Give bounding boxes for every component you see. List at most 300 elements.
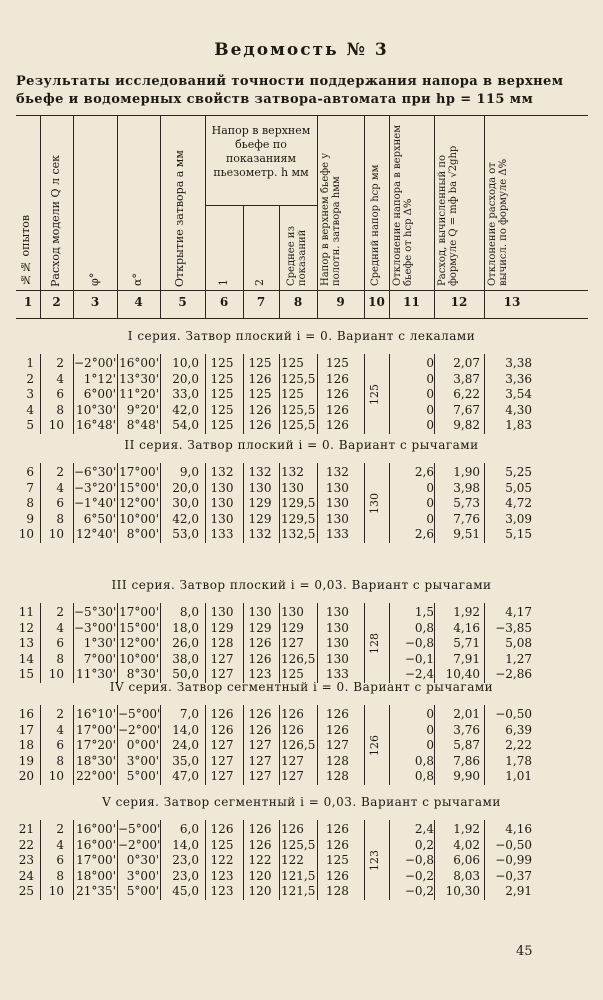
table-cell: 5,05 xyxy=(505,480,532,495)
table-cell: −0,50 xyxy=(495,707,532,721)
table-cell: 2,07 xyxy=(453,356,480,370)
table-cell: 126 xyxy=(326,387,349,402)
table-cell: 1,90 xyxy=(453,465,480,479)
table-cell: 130 xyxy=(210,480,234,495)
table-cell: 0 xyxy=(426,356,434,370)
header-experiment-no: №№ опытов xyxy=(19,214,32,286)
table-cell: 6 xyxy=(56,853,64,868)
table-cell: 126 xyxy=(281,822,304,836)
table-cell: 1,78 xyxy=(505,753,532,768)
table-cell: 6 xyxy=(56,636,64,651)
table-cell: 130 xyxy=(326,636,349,651)
header-piezometer-1: 1 xyxy=(217,279,230,286)
series-title: II серия. Затвор плоский i = 0. Вариант с рычагами xyxy=(124,438,479,452)
table-row xyxy=(0,754,603,769)
table-cell: 126 xyxy=(326,722,349,737)
table-cell: 9°20' xyxy=(126,402,159,417)
table-cell: 3,87 xyxy=(453,371,480,386)
col-divider xyxy=(73,115,74,318)
table-cell: 122 xyxy=(210,853,234,868)
table-cell: 18°00' xyxy=(76,868,116,883)
table-cell: 6 xyxy=(56,387,64,402)
table-cell: 130 xyxy=(281,480,304,495)
table-cell: 130 xyxy=(210,496,234,511)
table-cell: 13 xyxy=(18,636,34,651)
table-cell: 4 xyxy=(26,402,34,417)
table-cell: 4,16 xyxy=(505,822,532,836)
table-cell: 8,0 xyxy=(179,605,199,619)
table-cell: 130 xyxy=(326,480,349,495)
table-cell: 133 xyxy=(210,527,234,542)
table-cell: 132 xyxy=(248,527,272,542)
table-cell: 16°10' xyxy=(76,707,116,721)
table-cell: 132 xyxy=(281,465,304,479)
table-cell: 120 xyxy=(248,884,272,899)
table-cell: −2°00' xyxy=(118,837,161,852)
table-cell: 123 xyxy=(210,884,234,899)
table-cell: 5,71 xyxy=(453,636,480,651)
table-row xyxy=(0,527,603,542)
table-cell: 126 xyxy=(248,822,272,836)
table-cell: 0 xyxy=(426,496,434,511)
table-cell: 0 xyxy=(426,738,434,753)
table-cell: 125,5 xyxy=(281,418,316,433)
table-cell: 17 xyxy=(18,722,34,737)
col-number: 7 xyxy=(256,295,266,309)
table-cell: 6 xyxy=(56,496,64,511)
numbers-rule xyxy=(16,318,588,319)
col-divider xyxy=(160,115,161,318)
table-cell: 8 xyxy=(26,496,34,511)
table-cell: 4,17 xyxy=(505,605,532,619)
table-row xyxy=(0,418,603,433)
table-cell: 126 xyxy=(248,722,272,737)
table-row xyxy=(0,636,603,651)
table-cell: 130 xyxy=(326,605,349,619)
series-title: V серия. Затвор сегментный i = 0,03. Вариант с рычагами xyxy=(102,795,501,809)
table-cell: 4,16 xyxy=(453,620,480,635)
table-cell: 126 xyxy=(326,402,349,417)
table-cell: 12°00' xyxy=(119,496,159,511)
table-cell: 129,5 xyxy=(281,511,316,526)
table-cell: −3°00' xyxy=(74,620,117,635)
table-cell: 125 xyxy=(210,371,234,386)
table-cell: 14 xyxy=(18,651,34,666)
table-cell: −0,50 xyxy=(495,837,532,852)
table-cell: 10,0 xyxy=(172,356,199,370)
table-cell: 0 xyxy=(426,480,434,495)
table-row xyxy=(0,822,603,837)
table-cell: −2,4 xyxy=(404,667,434,682)
table-cell: 0 xyxy=(426,402,434,417)
header-mean-reading: Среднее из показаний xyxy=(286,226,308,286)
table-cell: −2,86 xyxy=(495,667,532,682)
col-divider xyxy=(389,115,390,318)
table-cell: 1°30' xyxy=(83,636,116,651)
table-cell: 133 xyxy=(326,667,349,682)
table-cell: 24 xyxy=(18,868,34,883)
table-cell: 126 xyxy=(248,651,272,666)
series-title: IV серия. Затвор сегментный i = 0. Вариант с рычагами xyxy=(109,680,494,694)
table-row xyxy=(0,738,603,753)
table-cell: 9,90 xyxy=(453,769,480,784)
table-cell: −0,8 xyxy=(404,636,434,651)
col-number: 13 xyxy=(503,295,521,309)
table-cell: 126 xyxy=(210,722,234,737)
table-row xyxy=(0,707,603,722)
header-discharge-deviation: Отклонение расхода от вычисл. по формуле Δ% xyxy=(487,158,509,286)
col-divider xyxy=(117,115,118,318)
table-row xyxy=(0,605,603,620)
table-cell: 12 xyxy=(18,620,34,635)
table-cell: 127 xyxy=(210,753,234,768)
table-cell: 0°00' xyxy=(126,738,159,753)
table-cell: 24,0 xyxy=(172,738,199,753)
table-cell: 125 xyxy=(210,387,234,402)
table-cell: 16°00' xyxy=(119,356,159,370)
header-bottom-rule xyxy=(16,290,588,291)
table-cell: 129 xyxy=(281,620,304,635)
col-number: 1 xyxy=(23,295,33,309)
table-cell: 125 xyxy=(281,356,304,370)
table-caption: Результаты исследований точности поддержания напора в верхнем бьефе и водомерных свойств затвора-автомата при hр = 115 мм xyxy=(16,74,564,107)
table-cell: −5°00' xyxy=(118,822,161,836)
table-cell: 7,76 xyxy=(453,511,480,526)
table-cell: 16°00' xyxy=(76,837,116,852)
table-cell: −0,1 xyxy=(404,651,434,666)
table-cell: −5°30' xyxy=(74,605,117,619)
table-cell: 4 xyxy=(56,371,64,386)
table-cell: 7,91 xyxy=(453,651,480,666)
table-cell: 8 xyxy=(56,402,64,417)
table-cell: 127 xyxy=(281,753,304,768)
table-cell: 6,06 xyxy=(453,853,480,868)
group-sub-rule xyxy=(205,205,317,206)
table-cell: −6°30' xyxy=(74,465,117,479)
table-cell: 4,02 xyxy=(453,837,480,852)
table-row xyxy=(0,372,603,387)
table-cell: 126 xyxy=(210,822,234,836)
table-cell: 8°00' xyxy=(126,527,159,542)
table-cell: 10°00' xyxy=(119,511,159,526)
table-cell: 18,0 xyxy=(172,620,199,635)
table-cell: 126 xyxy=(326,868,349,883)
table-cell: 8,03 xyxy=(453,868,480,883)
table-cell: 126 xyxy=(248,636,272,651)
table-cell: 130 xyxy=(248,480,272,495)
table-cell: 14,0 xyxy=(172,722,199,737)
table-cell: 123 xyxy=(210,868,234,883)
table-cell: −0,37 xyxy=(495,868,532,883)
table-cell: 125 xyxy=(248,387,272,402)
table-cell: 8 xyxy=(56,868,64,883)
col-divider xyxy=(40,115,41,318)
table-cell: 0,8 xyxy=(414,620,434,635)
table-cell: 2,6 xyxy=(414,465,434,479)
table-cell: −2°00' xyxy=(118,722,161,737)
table-cell: 7°00' xyxy=(83,651,116,666)
table-cell: 18 xyxy=(18,738,34,753)
table-cell: 127 xyxy=(248,753,272,768)
col-number: 6 xyxy=(219,295,229,309)
header-head-at-gate: Напор в верхнем бьефе у полотн. затвора hмм xyxy=(320,152,342,286)
series-title: III серия. Затвор плоский i = 0,03. Вариант с рычагами xyxy=(111,578,492,592)
table-cell: 4 xyxy=(56,620,64,635)
table-cell: 127 xyxy=(210,651,234,666)
table-cell: 11°30' xyxy=(76,667,116,682)
table-cell: 125 xyxy=(210,418,234,433)
table-cell: 50,0 xyxy=(172,667,199,682)
table-cell: 5 xyxy=(26,418,34,433)
table-cell: 129 xyxy=(248,620,272,635)
table-cell: 125 xyxy=(210,837,234,852)
table-cell: 126 xyxy=(281,722,304,737)
table-cell: 17°00' xyxy=(76,853,116,868)
table-cell: 21°35' xyxy=(76,884,116,899)
table-cell: 5°00' xyxy=(126,884,159,899)
table-cell: 10,30 xyxy=(445,884,480,899)
table-row xyxy=(0,403,603,418)
table-cell: 4 xyxy=(56,837,64,852)
table-cell: 126 xyxy=(248,418,272,433)
table-cell: 127 xyxy=(210,667,234,682)
table-cell: 3,98 xyxy=(453,480,480,495)
table-cell: 8 xyxy=(56,511,64,526)
table-cell: 6 xyxy=(56,738,64,753)
table-cell: 20,0 xyxy=(172,371,199,386)
table-cell: 1 xyxy=(26,356,34,370)
table-cell: 0 xyxy=(426,387,434,402)
table-cell: 128 xyxy=(326,769,349,784)
table-cell: 129 xyxy=(248,511,272,526)
table-cell: 9,82 xyxy=(453,418,480,433)
table-cell: 126 xyxy=(326,371,349,386)
table-row xyxy=(0,356,603,371)
table-cell: 126 xyxy=(248,371,272,386)
table-cell: 2 xyxy=(56,356,64,370)
header-head-deviation: Отклонение напора в верхнем бьефе от hср Δ% xyxy=(392,125,414,286)
table-cell: 128 xyxy=(326,753,349,768)
table-cell: −0,8 xyxy=(404,853,434,868)
table-cell: 2 xyxy=(56,465,64,479)
header-computed-discharge: Расход, вычисленный по формуле Q = mф ba √2ghр xyxy=(437,145,459,286)
table-cell: 20 xyxy=(18,769,34,784)
table-cell: 126 xyxy=(281,707,304,721)
table-cell: 126 xyxy=(326,837,349,852)
table-cell: 1°12' xyxy=(83,371,116,386)
table-cell: 10,40 xyxy=(445,667,480,682)
table-cell: 4,72 xyxy=(505,496,532,511)
table-cell: 4,30 xyxy=(505,402,532,417)
col-number: 11 xyxy=(403,295,420,309)
table-cell: 0 xyxy=(426,707,434,721)
table-cell: 126 xyxy=(326,707,349,721)
table-cell: 11°20' xyxy=(119,387,159,402)
table-cell: 2,4 xyxy=(414,822,434,836)
table-cell: 3,36 xyxy=(505,371,532,386)
table-cell: 130 xyxy=(210,511,234,526)
table-cell: 15 xyxy=(18,667,34,682)
table-cell: 130 xyxy=(326,511,349,526)
table-cell: 5,25 xyxy=(505,465,532,479)
table-cell: 0,8 xyxy=(414,753,434,768)
table-row xyxy=(0,838,603,853)
table-cell: 30,0 xyxy=(172,496,199,511)
table-cell: 126 xyxy=(210,707,234,721)
table-cell: 126,5 xyxy=(281,651,316,666)
table-cell: 4 xyxy=(56,480,64,495)
table-cell: 127 xyxy=(248,738,272,753)
table-cell: 132 xyxy=(248,465,272,479)
table-cell: 9 xyxy=(26,511,34,526)
table-cell: 2,91 xyxy=(505,884,532,899)
table-cell: 2,6 xyxy=(414,527,434,542)
table-cell: 8°30' xyxy=(126,667,159,682)
table-cell: −3°20' xyxy=(74,480,117,495)
table-cell: 45,0 xyxy=(172,884,199,899)
table-cell: 5,73 xyxy=(453,496,480,511)
table-row xyxy=(0,652,603,667)
table-cell: 126 xyxy=(248,707,272,721)
table-cell: 122 xyxy=(248,853,272,868)
table-cell: 129 xyxy=(210,620,234,635)
table-cell: 3,54 xyxy=(505,387,532,402)
table-cell: 0 xyxy=(426,371,434,386)
table-cell: 8 xyxy=(56,753,64,768)
table-cell: 125,5 xyxy=(281,371,316,386)
col-number: 9 xyxy=(336,295,345,309)
table-cell: 129 xyxy=(248,496,272,511)
table-cell: 5°00' xyxy=(126,769,159,784)
table-row xyxy=(0,769,603,784)
mean-head-merged-cell: 130 xyxy=(368,493,381,515)
table-cell: 127 xyxy=(248,769,272,784)
table-cell: 125 xyxy=(281,667,304,682)
table-cell: 12°00' xyxy=(119,636,159,651)
table-cell: 2,22 xyxy=(505,738,532,753)
table-cell: 5,87 xyxy=(453,738,480,753)
table-cell: 10 xyxy=(48,527,64,542)
col-number: 3 xyxy=(90,295,100,309)
table-cell: 23,0 xyxy=(172,853,199,868)
series-title: I серия. Затвор плоский i = 0. Вариант с лекалами xyxy=(127,329,476,343)
table-cell: 5,08 xyxy=(505,636,532,651)
table-cell: 121,5 xyxy=(281,884,316,899)
table-cell: 130 xyxy=(210,605,234,619)
table-row xyxy=(0,869,603,884)
table-cell: 6,22 xyxy=(453,387,480,402)
table-cell: 35,0 xyxy=(172,753,199,768)
table-cell: 125,5 xyxy=(281,837,316,852)
header-upstream-head-group: Напор в верхнем бьефе по показаниям пьезометр. h мм xyxy=(211,124,311,179)
header-model-discharge: Расход модели Q л сек xyxy=(49,154,62,287)
table-cell: 127 xyxy=(210,738,234,753)
table-cell: 122 xyxy=(281,853,304,868)
table-cell: −1°40' xyxy=(74,496,117,511)
table-cell: 127 xyxy=(281,636,304,651)
table-cell: 42,0 xyxy=(172,402,199,417)
col-number: 4 xyxy=(134,295,143,309)
table-cell: 12°40' xyxy=(76,527,116,542)
table-cell: 10°00' xyxy=(119,651,159,666)
table-cell: 120 xyxy=(248,868,272,883)
table-cell: 17°20' xyxy=(76,738,116,753)
table-cell: 6°00' xyxy=(83,387,116,402)
table-cell: 121,5 xyxy=(281,868,316,883)
table-cell: 19 xyxy=(18,753,34,768)
table-cell: 129,5 xyxy=(281,496,316,511)
header-phi: φ° xyxy=(88,272,101,286)
table-row xyxy=(0,481,603,496)
table-cell: 126 xyxy=(326,418,349,433)
table-cell: 0 xyxy=(426,722,434,737)
table-cell: 125 xyxy=(248,356,272,370)
table-cell: 10 xyxy=(18,527,34,542)
table-row xyxy=(0,496,603,511)
table-cell: 7,86 xyxy=(453,753,480,768)
table-cell: −5°00' xyxy=(118,707,161,721)
table-cell: 125 xyxy=(281,387,304,402)
table-cell: 11 xyxy=(18,605,34,619)
mean-head-merged-cell: 125 xyxy=(368,384,381,406)
page-title: Ведомость № 3 xyxy=(214,40,389,60)
table-cell: 16 xyxy=(18,707,34,721)
table-cell: 23,0 xyxy=(172,868,199,883)
table-cell: 9,0 xyxy=(179,465,199,479)
table-row xyxy=(0,853,603,868)
table-cell: 0 xyxy=(426,511,434,526)
table-cell: 6,0 xyxy=(179,822,199,836)
table-cell: 130 xyxy=(326,496,349,511)
table-cell: 25 xyxy=(18,884,34,899)
table-row xyxy=(0,621,603,636)
table-cell: 54,0 xyxy=(172,418,199,433)
header-alpha: α° xyxy=(131,273,144,286)
table-cell: 17°00' xyxy=(119,465,159,479)
table-cell: 17°00' xyxy=(119,605,159,619)
col-number: 12 xyxy=(450,295,468,309)
table-cell: 8 xyxy=(56,651,64,666)
table-cell: 0 xyxy=(426,418,434,433)
table-cell: −2°00' xyxy=(74,356,117,370)
table-cell: 2 xyxy=(56,707,64,721)
col-number: 8 xyxy=(293,295,303,309)
table-cell: 130 xyxy=(248,605,272,619)
table-cell: 126 xyxy=(326,822,349,836)
table-row xyxy=(0,465,603,480)
col-number: 2 xyxy=(52,295,61,309)
table-cell: 126,5 xyxy=(281,738,316,753)
table-cell: 33,0 xyxy=(172,387,199,402)
table-cell: 3°00' xyxy=(126,753,159,768)
table-cell: 126 xyxy=(248,837,272,852)
table-cell: 132,5 xyxy=(281,527,316,542)
table-cell: 127 xyxy=(210,769,234,784)
table-cell: 15°00' xyxy=(119,480,159,495)
table-cell: 2 xyxy=(56,605,64,619)
table-cell: 5,15 xyxy=(505,527,532,542)
table-cell: 1,83 xyxy=(505,418,532,433)
table-cell: 10 xyxy=(48,769,64,784)
table-cell: 133 xyxy=(326,527,349,542)
table-cell: 1,92 xyxy=(453,605,480,619)
table-cell: 6°50' xyxy=(83,511,116,526)
table-cell: 125,5 xyxy=(281,402,316,417)
table-cell: 132 xyxy=(326,465,349,479)
table-cell: 130 xyxy=(326,651,349,666)
table-cell: 6,39 xyxy=(505,722,532,737)
header-gate-opening: Открытие затвора a мм xyxy=(173,150,186,287)
